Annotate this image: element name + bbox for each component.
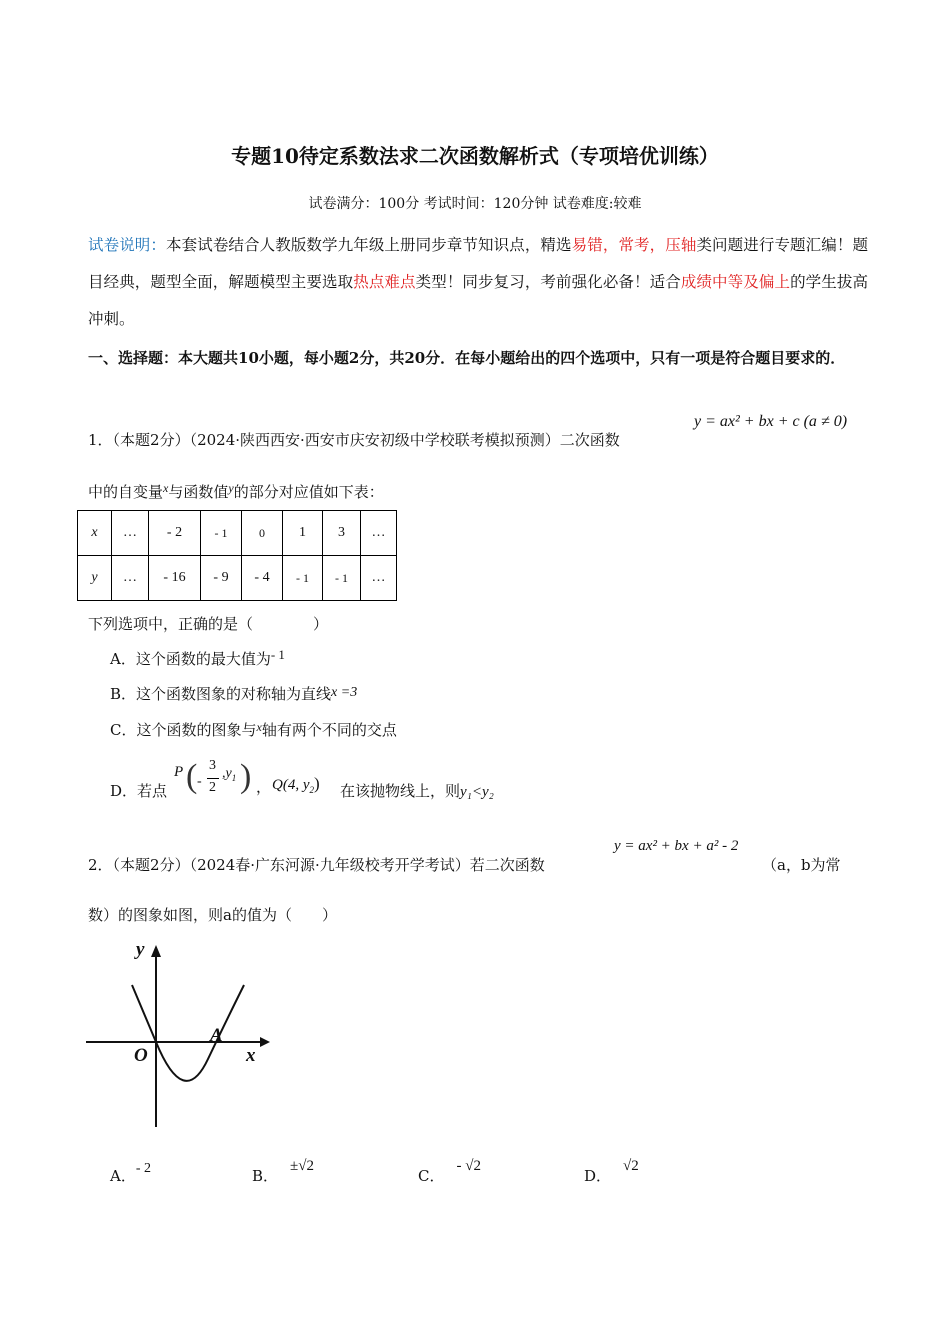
q1-option-d-q: Q(4, $y_2$)	[272, 774, 320, 795]
desc-part-1: 本套试卷结合人教版数学九年级上册同步章节知识点，精选	[166, 236, 572, 254]
q1-option-d[interactable]	[110, 780, 167, 801]
x-label: x	[246, 1045, 256, 1066]
table-cell: x	[78, 511, 112, 556]
q1-option-d-sep: ，	[256, 778, 272, 796]
q2-option-a-value: - 2	[135, 1161, 152, 1176]
table-cell: …	[112, 511, 149, 556]
table-cell: …	[112, 556, 149, 601]
q1-line2	[88, 481, 384, 502]
q1-option-c-var: x	[256, 720, 262, 734]
q2-option-c[interactable]: C．- √2	[418, 1158, 481, 1185]
table-cell: - 1	[323, 556, 361, 601]
table-cell: - 4	[242, 556, 283, 601]
table-cell: …	[361, 556, 397, 601]
q1-var-y: y	[228, 481, 234, 495]
y-axis-arrow-icon	[151, 945, 161, 957]
origin-label: O	[134, 1045, 148, 1066]
q1-line2c: 的部分对应值如下表：	[233, 483, 384, 501]
q1-option-d-minus: -	[197, 774, 202, 789]
desc-highlight-2: 热点难点	[353, 273, 416, 291]
desc-part-3: 类型！同步复习，考前强化必备！适合	[415, 273, 681, 291]
q2-stem: 2．（本题2分）（2024春·广东河源·九年级校考开学考试）若二次函数	[88, 856, 545, 874]
q1-prompt: 下列选项中，正确的是（ ）	[88, 615, 329, 633]
desc-highlight-1: 易错，常考，压轴	[571, 236, 697, 254]
value-table	[77, 510, 397, 601]
q2-option-c-value: - √2	[456, 1158, 481, 1174]
parabola-curve	[132, 985, 244, 1081]
table-cell: 3	[323, 511, 361, 556]
q1-option-a[interactable]	[110, 648, 285, 669]
q2-option-d[interactable]: D．√2	[584, 1158, 639, 1185]
y-label: y	[136, 939, 145, 960]
q2-option-a[interactable]: A．- 2	[110, 1161, 152, 1185]
desc-label: 试卷说明：	[88, 236, 167, 254]
q2-stem-tail: （a，b为常	[762, 856, 841, 874]
q1-option-d-compare: y₁<y₂	[460, 784, 494, 800]
table-cell: - 9	[201, 556, 242, 601]
table-cell: - 1	[201, 511, 242, 556]
q1-option-d-p: P	[174, 764, 184, 780]
desc-highlight-3: 成绩中等及偏上	[680, 273, 791, 291]
q1-option-b-value: x =3	[331, 685, 358, 700]
q1-option-c-label1: C．这个函数的图象与	[110, 721, 257, 739]
table-cell: - 1	[283, 556, 323, 601]
q1-option-a-value: - 1	[270, 647, 285, 662]
desc-part-4: 的学生拔高冲刺。	[88, 273, 868, 328]
page-title: 专题10待定系数法求二次函数解析式（专项培优训练）	[231, 144, 719, 168]
q1-option-d-label: D．若点	[110, 782, 168, 800]
q1-option-a-label: A．这个函数的最大值为	[110, 650, 271, 668]
table-cell: …	[361, 511, 397, 556]
q1-option-d-y1: $,y_1$	[222, 766, 237, 783]
exam-info: 试卷满分：100分 考试时间：120分钟 试卷难度:较难	[308, 196, 642, 212]
parabola-graph	[84, 935, 274, 1130]
table-row-y	[78, 556, 397, 601]
x-axis-arrow-icon	[260, 1037, 270, 1047]
q2-option-b-value: ±√2	[290, 1158, 314, 1174]
table-row-x	[78, 511, 397, 556]
table-cell: 1	[283, 511, 323, 556]
desc-part-2: 类问题进行专题汇编！题目经典，题型全面，解题模型主要选取	[88, 236, 868, 291]
table-cell: - 16	[149, 556, 201, 601]
q1-option-d-num: 3	[209, 758, 216, 773]
q2-formula: y = ax² + bx + a² - 2	[614, 838, 739, 854]
q1-option-d-rparen: )	[240, 758, 252, 795]
point-a-label: A	[210, 1025, 223, 1046]
table-cell: y	[78, 556, 112, 601]
q1-var-x: x	[163, 481, 169, 495]
q2-option-b[interactable]: B．±√2	[252, 1158, 314, 1185]
q2-option-d-value: √2	[623, 1158, 639, 1174]
q1-option-d-fracbar	[207, 778, 219, 779]
table-cell: - 2	[149, 511, 201, 556]
q1-option-b[interactable]	[110, 683, 357, 704]
q2-line2: 数）的图象如图，则a的值为（ ）	[88, 906, 337, 924]
q1-option-c[interactable]	[110, 719, 397, 740]
q1-option-b-label: B．这个函数图象的对称轴为直线	[110, 685, 332, 703]
q1-option-d-lparen: (	[186, 758, 198, 795]
exam-description	[88, 227, 868, 338]
q1-stem: 1．（本题2分）（2024·陕西西安·西安市庆安初级中学校联考模拟预测）二次函数	[88, 431, 620, 449]
q1-option-d-tail: 在该抛物线上，则y₁<y₂	[340, 782, 494, 800]
q1-line2b: 与函数值	[168, 483, 229, 501]
q1-line2a: 中的自变量	[88, 483, 164, 501]
q1-option-d-den: 2	[209, 780, 216, 795]
q1-formula: y = ax² + bx + c (a ≠ 0)	[694, 413, 848, 430]
section-heading: 一、选择题：本大题共10小题，每小题2分，共20分．在每小题给出的四个选项中，只有一项是符合题目要求的．	[88, 349, 846, 367]
table-cell: 0	[242, 511, 283, 556]
q1-option-c-label2: 轴有两个不同的交点	[261, 721, 397, 739]
